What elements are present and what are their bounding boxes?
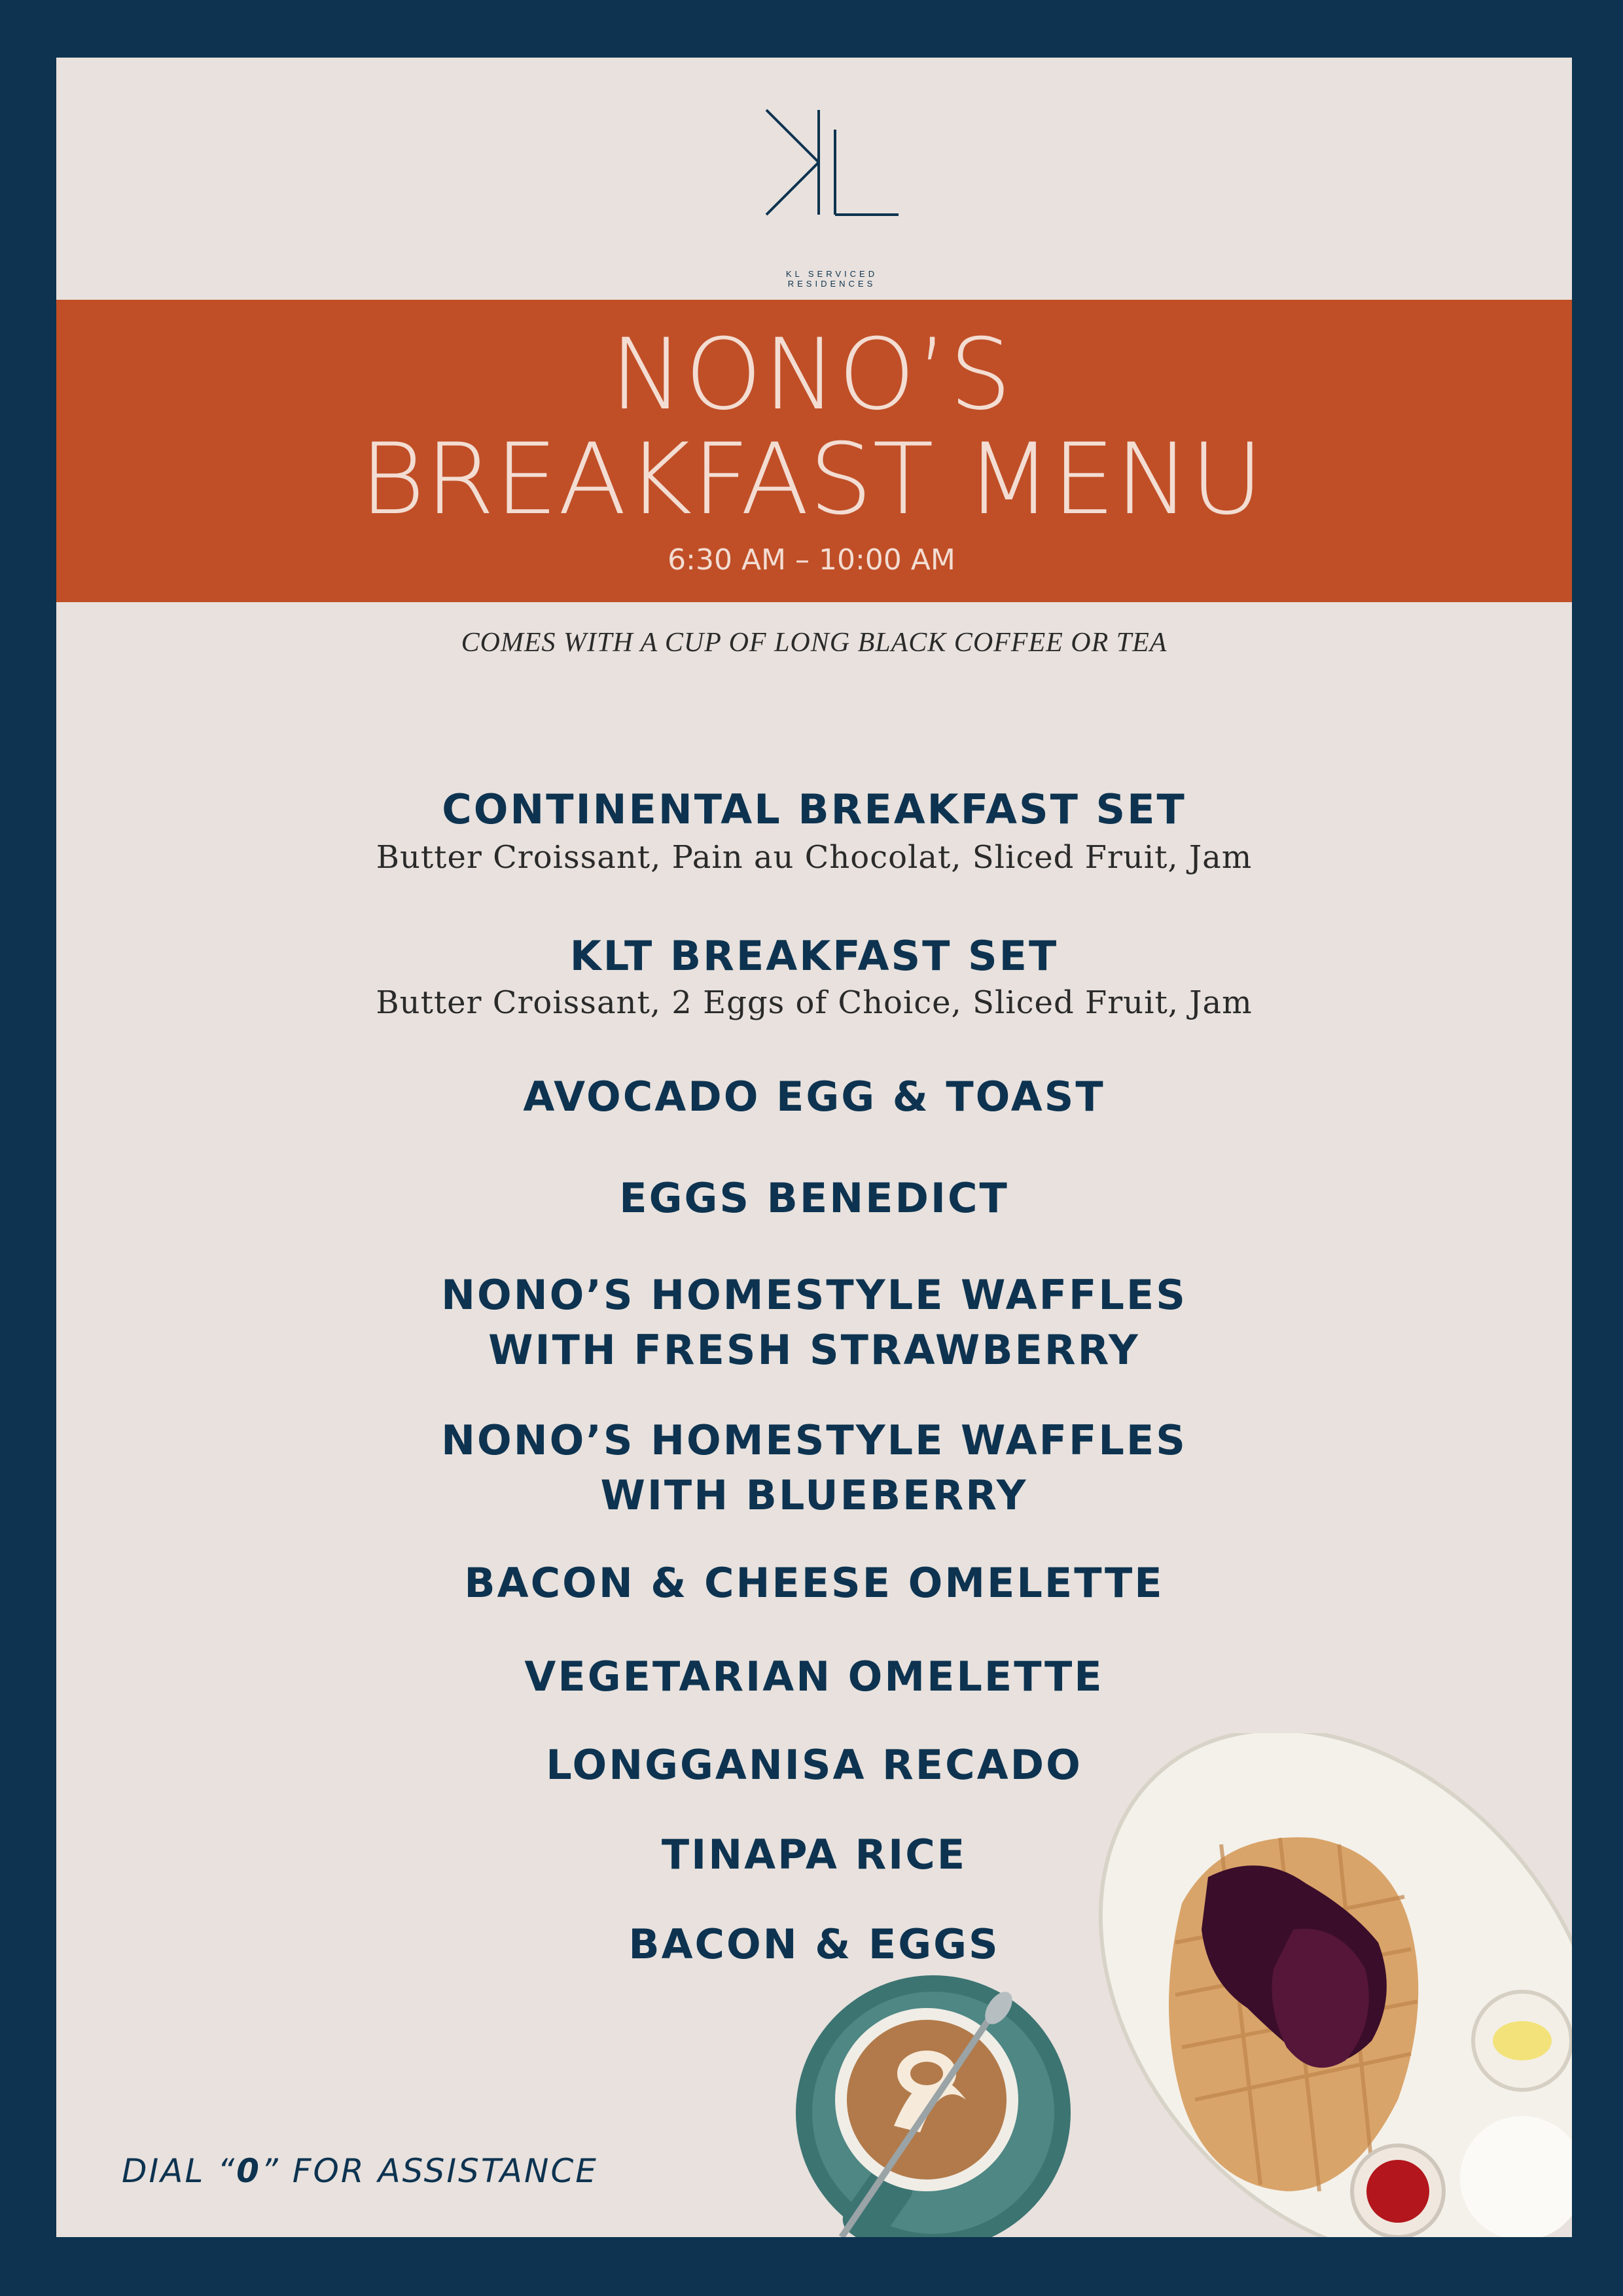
banner-hours: 6:30 AM – 10:00 AM — [668, 543, 955, 577]
menu-item-name: EGGS BENEDICT — [619, 1174, 1009, 1222]
kl-logo-icon — [753, 107, 904, 224]
menu-item-name: LONGGANISA RECADO — [546, 1741, 1082, 1789]
menu-item-name: WITH BLUEBERRY — [600, 1471, 1028, 1519]
menu-panel — [56, 58, 1572, 2237]
menu-item-description: Butter Croissant, 2 Eggs of Choice, Sliced Fruit, Jam — [376, 984, 1253, 1021]
menu-item-description: Butter Croissant, Pain au Chocolat, Sliced Fruit, Jam — [376, 839, 1253, 876]
menu-item-name: KLT BREAKFAST SET — [569, 932, 1059, 980]
banner-title-line1: NONO’S — [610, 318, 1013, 432]
food-illustration — [750, 1733, 1572, 2237]
dial-prefix: DIAL “ — [122, 2152, 237, 2190]
menu-item-name: WITH FRESH STRAWBERRY — [488, 1326, 1140, 1374]
menu-item-name: BACON & CHEESE OMELETTE — [464, 1559, 1164, 1607]
menu-subtitle: COMES WITH A CUP OF LONG BLACK COFFEE OR TEA — [461, 628, 1168, 658]
logo-tagline: KL SERVICED RESIDENCES — [785, 269, 878, 289]
dial-number: 0 — [236, 2152, 261, 2190]
title-banner — [56, 300, 1572, 602]
waffles-and-coffee-icon — [750, 1733, 1572, 2237]
menu-item-name: CONTINENTAL BREAKFAST SET — [442, 785, 1186, 833]
menu-item-name: AVOCADO EGG & TOAST — [523, 1073, 1105, 1121]
banner-title-line2: BREAKFAST MENU — [359, 423, 1264, 537]
menu-item-name: NONO’S HOMESTYLE WAFFLES — [441, 1271, 1187, 1319]
kl-logo — [747, 107, 917, 289]
menu-item-name: TINAPA RICE — [661, 1831, 967, 1878]
assistance-note — [122, 2152, 598, 2190]
menu-item-name: BACON & EGGS — [628, 1920, 1000, 1968]
dial-suffix: ” FOR ASSISTANCE — [260, 2152, 598, 2190]
menu-item-name: NONO’S HOMESTYLE WAFFLES — [441, 1416, 1187, 1464]
menu-item-name: VEGETARIAN OMELETTE — [524, 1653, 1104, 1700]
